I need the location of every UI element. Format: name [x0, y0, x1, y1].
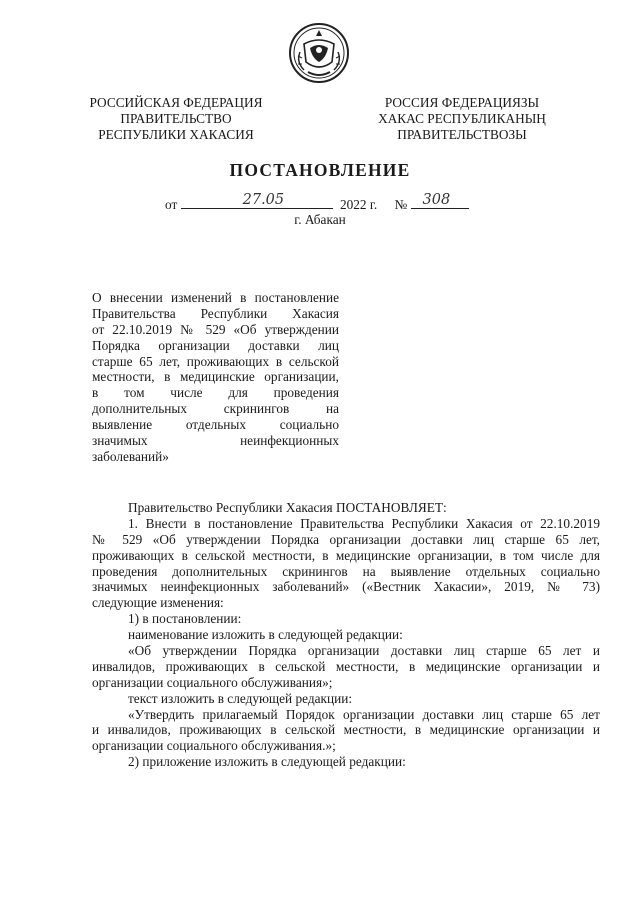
body-line: организации социального обслуживания.»;	[92, 738, 336, 754]
subject-line: местности, в медицинские организации,	[92, 369, 339, 385]
body-line: значимых неинфекционных заболеваний» («Вестник Хакасии», 2019, № 73)	[92, 579, 600, 595]
header-left-line-3: РЕСПУБЛИКИ ХАКАСИЯ	[98, 127, 254, 142]
coat-of-arms-emblem	[288, 22, 350, 84]
header-left-russian	[86, 95, 266, 143]
handwritten-date: 27.05	[242, 192, 285, 208]
number-sign: №	[394, 197, 408, 212]
date-blank	[181, 194, 333, 209]
body-line: организации социального обслуживания»;	[92, 674, 333, 690]
body-line: и инвалидов, проживающих в сельской местности, в медицинские организации и	[92, 722, 600, 738]
subject-line: значимых неинфекционных	[92, 433, 339, 449]
year-label: 2022 г.	[339, 197, 378, 212]
subject-block	[92, 290, 339, 465]
subject-line: О внесении изменений в постановление	[92, 290, 339, 305]
subject-line: дополнительных скринингов на	[92, 401, 339, 417]
body-line: проживающих в сельской местности, в медицинские организации, в том числе для	[92, 547, 600, 563]
subject-line: Порядка организации доставки лиц	[92, 337, 339, 353]
body-line: 1) в постановлении:	[128, 611, 242, 627]
body-line: инвалидов, проживающих в сельской местности, в медицинские организации и	[92, 658, 600, 674]
header-right-line-3: ПРАВИТЕЛЬСТВОЗЫ	[397, 127, 527, 142]
header-left-line-1: РОССИЙСКАЯ ФЕДЕРАЦИЯ	[89, 95, 263, 110]
number-blank	[411, 194, 469, 209]
subject-line: выявление отдельных социально	[92, 417, 339, 433]
body-line: № 529 «Об утверждении Порядка организации доставки лиц старше 65 лет,	[92, 531, 600, 547]
body-line: «Утвердить прилагаемый Порядок организации доставки лиц старше 65 лет	[128, 706, 600, 722]
body-line: наименование изложить в следующей редакции:	[128, 627, 403, 643]
city-name: г. Абакан	[294, 212, 346, 227]
body-line: «Об утверждении Порядка организации доставки лиц старше 65 лет и	[128, 643, 600, 659]
body-line: проведения дополнительных скринингов на выявление отдельных социально	[92, 563, 600, 579]
subject-line: в том числе для проведения	[92, 385, 339, 401]
subject-line: заболеваний»	[92, 448, 169, 464]
subject-line: от 22.10.2019 № 529 «Об утверждении	[92, 321, 339, 337]
subject-line: старше 65 лет, проживающих в сельской	[92, 353, 339, 369]
body-line: Правительство Республики Хакасия ПОСТАНОВЛЯЕТ:	[128, 500, 447, 515]
body-line: 2) приложение изложить в следующей редакции:	[128, 754, 406, 770]
header-left-line-2: ПРАВИТЕЛЬСТВО	[120, 111, 232, 126]
header-right-khakas	[372, 95, 552, 143]
subject-line: Правительства Республики Хакасия	[92, 305, 339, 321]
document-body	[92, 500, 600, 770]
body-line: 1. Внести в постановление Правительства Республики Хакасия от 22.10.2019	[128, 515, 600, 531]
date-prefix: от	[165, 197, 178, 212]
date-number-line	[165, 194, 469, 213]
handwritten-number: 308	[422, 192, 451, 208]
header-right-line-2: ХАКАС РЕСПУБЛИКАНЫҢ	[378, 111, 546, 126]
header-right-line-1: РОССИЯ ФЕДЕРАЦИЯЗЫ	[384, 95, 540, 110]
document-title: ПОСТАНОВЛЕНИЕ	[229, 160, 411, 180]
body-line: текст изложить в следующей редакции:	[128, 690, 353, 706]
body-line: следующие изменения:	[92, 595, 224, 611]
